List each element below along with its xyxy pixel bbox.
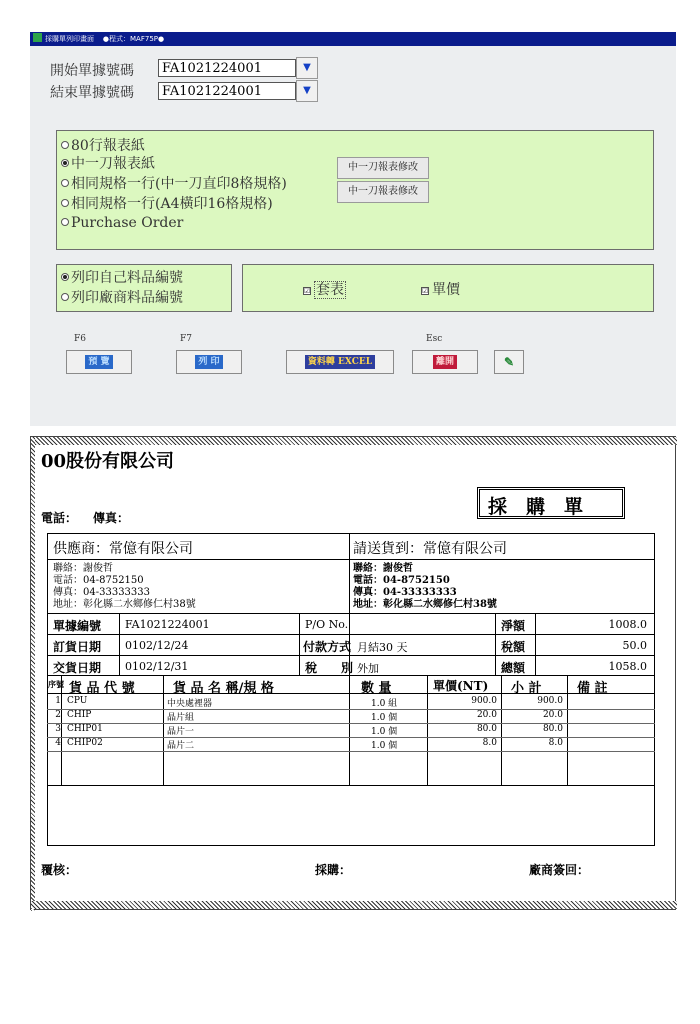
radio-icon (61, 293, 69, 301)
delivery-contact: 聯絡：謝俊哲 電話：04-8752150 傳真：04-33333333 地址：彰化縣二水鄉修仁村38號 (353, 563, 497, 610)
radio-icon (61, 199, 69, 207)
phone-label: 電話： (41, 511, 78, 525)
net-value: 1008.0 (608, 618, 647, 631)
arrow-down-icon: ▼ (303, 62, 311, 73)
paper-type-group (56, 130, 654, 250)
row-subtotal: 20.0 (542, 710, 563, 720)
radio-icon (61, 141, 69, 149)
doc-title: 採 購 單 (488, 496, 584, 518)
preview-button[interactable]: 預 覽 (66, 350, 132, 374)
modify-report-button-1[interactable]: 中一刀報表修改 (337, 157, 429, 179)
export-excel-button[interactable]: 資料轉 EXCEL (286, 350, 394, 374)
paper-option-80col[interactable]: 80行報表紙 (61, 135, 145, 155)
delivery-date: 0102/12/31 (125, 660, 189, 673)
total-value: 1058.0 (608, 660, 647, 673)
total-label: 總額 (501, 661, 526, 675)
esc-key-label: Esc (426, 334, 443, 344)
row-name: 晶片組 (167, 713, 195, 723)
row-subtotal: 8.0 (548, 738, 563, 748)
tool-button[interactable] (494, 350, 524, 374)
vendor-sign-label: 廠商簽回： (529, 863, 590, 877)
purchaser-label: 採購： (315, 863, 352, 877)
row-qty: 1.0 個 (371, 727, 398, 737)
form-checkbox[interactable]: ☑ 套表 (304, 282, 344, 298)
checkbox-checked-icon: ☑ (422, 287, 429, 295)
tax-label: 稅額 (501, 640, 526, 654)
radio-icon (61, 179, 69, 187)
doc-no-label: 單據編號 (53, 619, 102, 633)
print-dialog (30, 32, 676, 426)
arrow-down-icon: ▼ (303, 85, 311, 96)
col-code: 貨 品 代 號 (69, 681, 135, 696)
supplier-name: 供應商：常億有限公司 (53, 541, 193, 557)
radio-selected-icon (61, 273, 69, 281)
end-number-label: 結束單據號碼 (50, 85, 134, 101)
print-options-group (242, 264, 654, 312)
row-code: CHIP01 (67, 724, 103, 734)
doc-title-box (477, 487, 625, 519)
row-qty: 1.0 個 (371, 741, 398, 751)
end-number-lookup-button[interactable] (296, 80, 318, 102)
row-code: CHIP02 (67, 738, 103, 748)
pencil-icon: ✎ (503, 354, 515, 369)
col-remark: 備 註 (577, 681, 608, 696)
row-qty: 1.0 組 (371, 699, 398, 709)
row-no: 1 (55, 696, 61, 706)
net-label: 淨額 (501, 619, 526, 633)
end-number-input[interactable]: FA1021224001 (158, 82, 296, 100)
row-subtotal: 900.0 (537, 696, 563, 706)
report-border-top (31, 437, 677, 445)
radio-icon (61, 218, 69, 226)
item-number-group (56, 264, 232, 312)
row-qty: 1.0 個 (371, 713, 398, 723)
tax-value: 50.0 (622, 639, 647, 652)
row-no: 2 (55, 710, 61, 720)
row-name: 中央處裡器 (167, 699, 213, 709)
row-no: 4 (55, 738, 61, 748)
order-date: 0102/12/24 (125, 639, 189, 652)
row-divider (47, 751, 655, 752)
fax-label: 傳真： (93, 511, 130, 525)
window-title: 採購單列印畫面 (45, 35, 94, 43)
paper-option-mid[interactable]: 中一刀報表紙 (61, 153, 155, 173)
row-price: 8.0 (482, 738, 497, 748)
row-price: 900.0 (471, 696, 497, 706)
row-no: 3 (55, 724, 61, 734)
close-button[interactable]: 離開 (412, 350, 478, 374)
company-name: 00股份有限公司 (41, 451, 175, 472)
payment-value: 月結30 天 (357, 641, 408, 654)
col-name: 貨 品 名 稱/規 格 (173, 681, 274, 696)
vendor-item-number-option[interactable]: 列印廠商料品編號 (61, 287, 183, 307)
paper-option-purchase-order[interactable]: Purchase Order (61, 215, 183, 231)
report-border-bottom (31, 901, 677, 909)
f7-key-label: F7 (180, 334, 192, 344)
col-price: 單價(NT) (433, 679, 489, 693)
row-name: 晶片一 (167, 727, 195, 737)
review-label: 覆核： (41, 863, 78, 877)
f6-key-label: F6 (74, 334, 86, 344)
report-border-left (31, 437, 35, 911)
delivery-date-label: 交貨日期 (53, 661, 102, 675)
order-date-label: 訂貨日期 (53, 640, 102, 654)
purchase-order-report (30, 436, 676, 910)
print-button[interactable]: 列 印 (176, 350, 242, 374)
supplier-contact: 聯絡：謝俊哲 電話：04-8752150 傳真：04-33333333 地址：彰化縣二水鄉修仁村38號 (53, 563, 196, 610)
payment-label: 付款方式 (303, 640, 352, 654)
doc-no: FA1021224001 (125, 618, 210, 631)
start-number-label: 開始單據號碼 (50, 63, 134, 79)
tax-type-label: 稅 別 (305, 661, 354, 675)
radio-selected-icon (61, 159, 69, 167)
start-number-lookup-button[interactable] (296, 57, 318, 79)
start-number-input[interactable]: FA1021224001 (158, 59, 296, 77)
row-code: CHIP (67, 710, 92, 720)
title-bar (30, 32, 676, 46)
po-label: P/O No. (305, 618, 349, 631)
tax-type: 外加 (357, 662, 379, 675)
row-price: 20.0 (476, 710, 497, 720)
row-code: CPU (67, 696, 88, 706)
paper-option-same-spec-16[interactable]: 相同規格一行(A4橫印16格規格) (61, 193, 273, 213)
row-price: 80.0 (476, 724, 497, 734)
col-qty: 數 量 (361, 681, 392, 696)
deliver-to: 請送貨到：常億有限公司 (353, 541, 507, 557)
price-checkbox[interactable]: ☑ 單價 (422, 282, 460, 298)
checkbox-checked-icon: ☑ (304, 287, 311, 295)
app-icon (33, 33, 42, 42)
program-id: ●程式：MAF75P● (102, 35, 165, 43)
row-subtotal: 80.0 (542, 724, 563, 734)
row-name: 晶片二 (167, 741, 195, 751)
col-subtotal: 小 計 (511, 681, 542, 696)
paper-option-same-spec-8[interactable]: 相同規格一行(中一刀直印8格規格) (61, 173, 287, 193)
own-item-number-option[interactable]: 列印自己料品編號 (61, 267, 183, 287)
modify-report-button-2[interactable]: 中一刀報表修改 (337, 181, 429, 203)
col-no: 序號 (48, 679, 64, 689)
